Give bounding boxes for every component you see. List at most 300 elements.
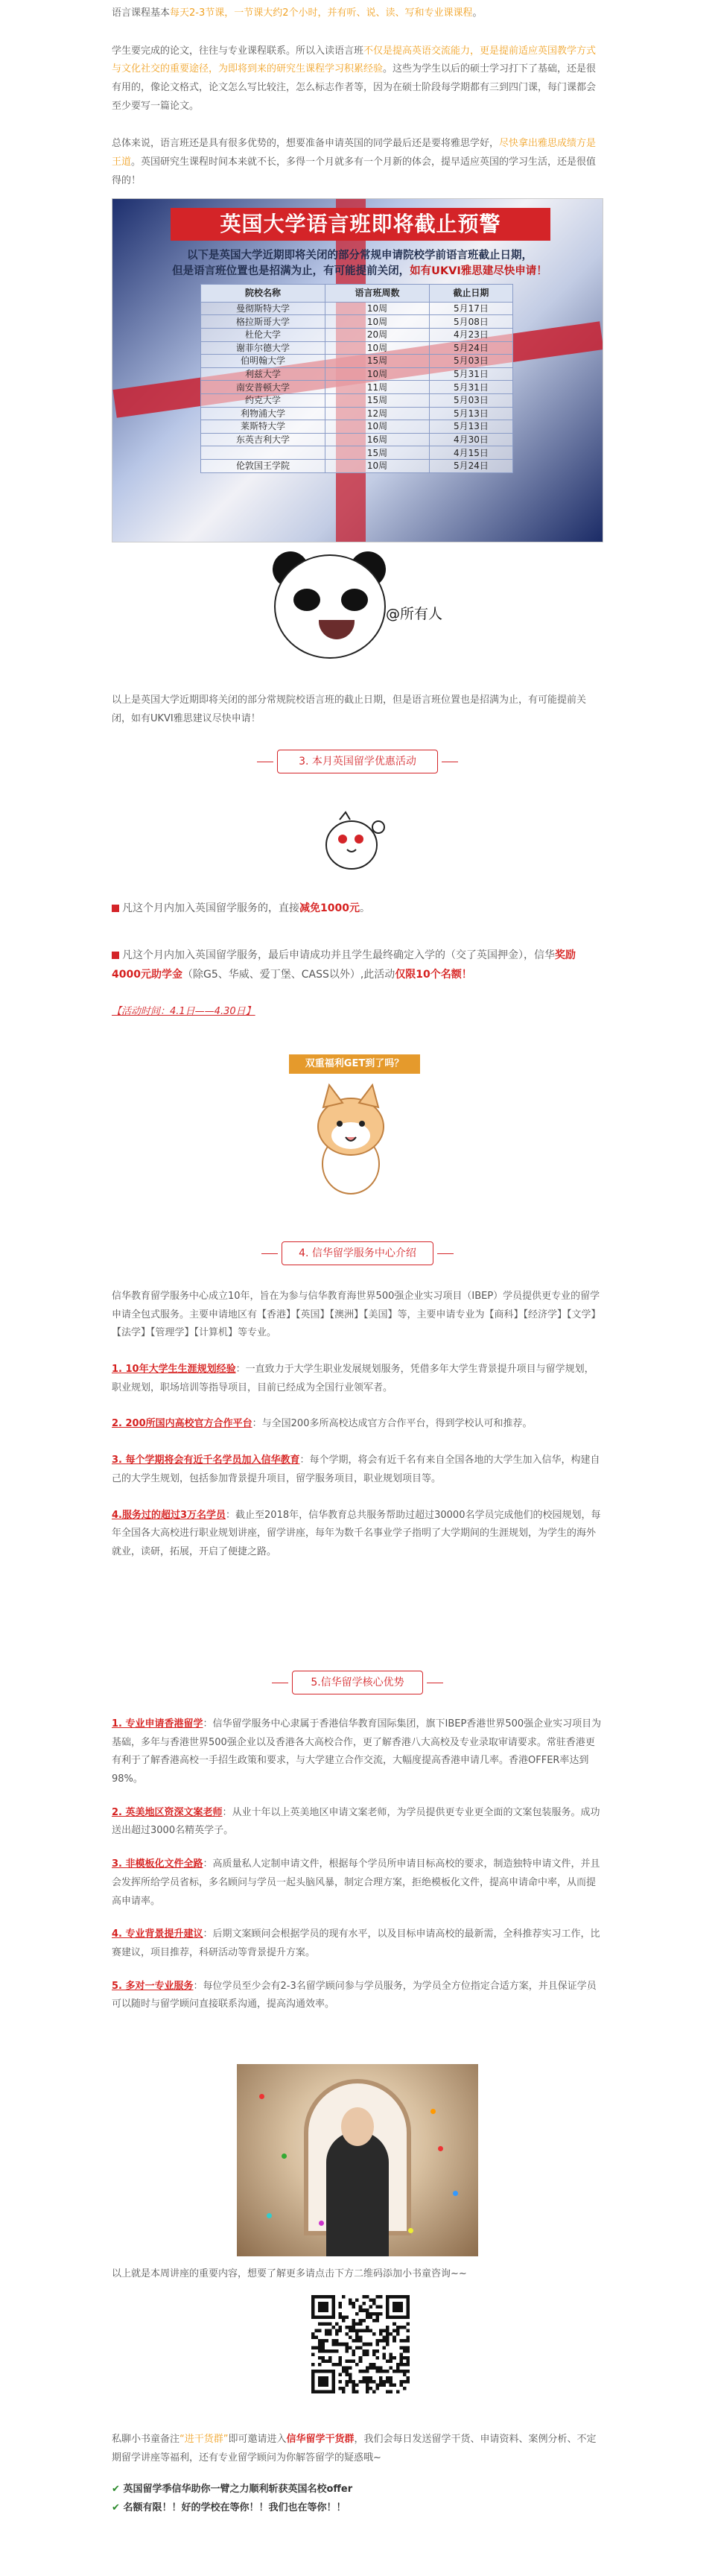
- cell-school: 伦敦国王学院: [201, 459, 325, 472]
- cell-deadline: 5月13日: [429, 420, 512, 434]
- qr-module: [322, 2349, 325, 2353]
- deadline-table: [200, 284, 513, 473]
- intro-block: [112, 4, 603, 191]
- qr-module: [386, 2380, 390, 2384]
- table-row: [201, 367, 513, 381]
- qr-module: [372, 2302, 376, 2306]
- qr-module: [396, 2329, 400, 2333]
- qr-module: [328, 2356, 332, 2360]
- cell-deadline: 5月24日: [429, 459, 512, 472]
- cell-weeks: 11周: [325, 381, 430, 394]
- qr-module: [379, 2329, 383, 2333]
- qr-module: [359, 2319, 363, 2323]
- cell-school: 约克大学: [201, 393, 325, 407]
- qr-module: [359, 2346, 363, 2349]
- table-row: [201, 407, 513, 420]
- qr-module: [366, 2329, 369, 2333]
- qr-module: [390, 2332, 393, 2336]
- qr-module: [349, 2367, 352, 2370]
- qr-module: [403, 2363, 407, 2367]
- qr-module: [403, 2380, 407, 2384]
- language-course-deadline-poster: [112, 198, 603, 542]
- qr-module: [325, 2329, 328, 2333]
- qr-module: [318, 2346, 322, 2349]
- table-header-row: [201, 285, 513, 303]
- qr-module: [352, 2322, 356, 2326]
- qr-module: [328, 2349, 332, 2353]
- qr-module: [399, 2352, 403, 2356]
- promo-line-1: 凡这个月内加入英国留学服务的，直接减免1000元。: [112, 899, 603, 919]
- qr-module: [355, 2299, 359, 2303]
- qr-module: [355, 2336, 359, 2340]
- qr-module: [379, 2380, 383, 2384]
- cell-deadline: 5月17日: [429, 302, 512, 315]
- qr-module: [383, 2336, 387, 2340]
- qr-module: [396, 2390, 400, 2393]
- qr-module: [342, 2370, 346, 2373]
- qr-module: [338, 2315, 342, 2319]
- confetti-dot: [438, 2146, 443, 2151]
- confetti-dot: [319, 2221, 324, 2226]
- qr-module: [359, 2370, 363, 2373]
- qr-module: [375, 2370, 379, 2373]
- qr-code[interactable]: [308, 2292, 413, 2396]
- qr-module: [403, 2339, 407, 2343]
- qr-module: [311, 2352, 315, 2356]
- qr-module: [399, 2383, 403, 2387]
- qr-module: [386, 2326, 390, 2329]
- qr-module: [352, 2306, 356, 2309]
- table-row: [201, 302, 513, 315]
- qr-module: [346, 2315, 349, 2319]
- cell-weeks: 10周: [325, 420, 430, 434]
- qr-module: [386, 2332, 390, 2336]
- qr-module: [318, 2356, 322, 2360]
- cell-deadline: 5月03日: [429, 355, 512, 368]
- qr-module: [375, 2343, 379, 2346]
- qr-module: [318, 2376, 328, 2387]
- confetti-dot: [259, 2094, 264, 2099]
- qr-module: [338, 2326, 342, 2329]
- qr-module: [311, 2346, 315, 2349]
- qr-module: [318, 2329, 322, 2333]
- photo-head: [341, 2107, 374, 2146]
- confetti-dot: [408, 2228, 413, 2233]
- qr-module: [383, 2370, 387, 2373]
- qr-module: [372, 2319, 376, 2323]
- qr-module: [352, 2326, 356, 2329]
- qr-module: [362, 2370, 366, 2373]
- qr-module: [349, 2326, 352, 2329]
- qr-module: [369, 2376, 372, 2380]
- qr-module: [352, 2349, 356, 2353]
- cell-school: 利兹大学: [201, 367, 325, 381]
- qr-module: [366, 2326, 369, 2329]
- qr-module: [366, 2376, 369, 2380]
- cell-weeks: 10周: [325, 341, 430, 355]
- qr-module: [311, 2363, 315, 2367]
- qr-module: [372, 2299, 376, 2303]
- cell-deadline: 4月23日: [429, 328, 512, 341]
- qr-module: [375, 2387, 379, 2390]
- qr-module: [366, 2390, 369, 2393]
- qr-module: [352, 2302, 356, 2306]
- qr-module: [342, 2319, 346, 2323]
- qr-module: [406, 2356, 410, 2360]
- qr-module: [386, 2359, 390, 2363]
- qr-module: [366, 2308, 369, 2312]
- qr-module: [338, 2387, 342, 2390]
- qr-module: [372, 2312, 376, 2316]
- table-row: [201, 315, 513, 329]
- qr-module: [318, 2363, 322, 2367]
- check-icon: ✔: [112, 2502, 120, 2514]
- mention-all-tag: @所有人: [386, 606, 443, 622]
- qr-module: [311, 2336, 315, 2340]
- qr-module: [362, 2295, 366, 2299]
- qr-module: [366, 2295, 369, 2299]
- qr-module: [375, 2339, 379, 2343]
- qr-module: [393, 2356, 396, 2360]
- qr-module: [403, 2326, 407, 2329]
- qr-module: [396, 2326, 400, 2329]
- qr-module: [322, 2346, 325, 2349]
- qr-module: [406, 2370, 410, 2373]
- advantage-1: 1. 专业申请香港留学：信华留学服务中心隶属于香港信华教育国际集团，旗下IBEP香港世界500强企业实习项目为基础，多年与香港世界500强企业以及香港各大高校合作，更了解香港八大高校及专业录取审请要求。常驻香港更有利于了解香港高校一手招生政策和要求，与大学建立合作交流，大幅度提高香港申请几率。香港OFFER率达到98%。: [112, 1718, 602, 1785]
- qr-module: [379, 2376, 383, 2380]
- feature-4: 4.服务过的超过3万名学员：截止至2018年，信华教育总共服务帮助过超过30000名学员完成他们的校园规划，每年全国各大高校进行职业规划讲座，留学讲座，每年为数千名事业学子指明了大学期间的生涯规划，为学生的海外就业，读研，拓展，开启了便捷之路。: [112, 1509, 601, 1557]
- cell-school: 格拉斯哥大学: [201, 315, 325, 329]
- cell-weeks: 10周: [325, 302, 430, 315]
- qr-module: [359, 2359, 363, 2363]
- bird-sticker: [313, 797, 395, 879]
- qr-module: [366, 2349, 369, 2353]
- qr-module: [338, 2380, 342, 2384]
- qr-module: [399, 2363, 403, 2367]
- qr-module: [369, 2380, 372, 2384]
- qr-module: [372, 2363, 376, 2367]
- qr-module: [379, 2306, 383, 2309]
- table-row: [201, 381, 513, 394]
- advantage-3: 3. 非模板化文件全路：高质量私人定制申请文件，根据每个学员所申请目标高校的要求，制造独特申请文件，并且会发挥所给学员省标，多名顾问与学员一起头脑风暴，制定合理方案，拒绝模板化文件，提高申请命中率，从而提高申请率。: [112, 1858, 600, 1907]
- qr-module: [352, 2380, 356, 2384]
- qr-module: [406, 2376, 410, 2380]
- qr-module: [386, 2343, 390, 2346]
- qr-module: [342, 2367, 346, 2370]
- poster-subtitle: [144, 248, 576, 279]
- qr-module: [349, 2380, 352, 2384]
- qr-module: [390, 2356, 393, 2360]
- qr-module: [369, 2329, 372, 2333]
- qr-module: [352, 2390, 356, 2393]
- confetti-dot: [430, 2109, 436, 2114]
- qr-module: [375, 2356, 379, 2360]
- qr-module: [355, 2339, 359, 2343]
- qr-module: [352, 2319, 356, 2323]
- qr-module: [359, 2329, 363, 2333]
- qr-module: [359, 2380, 363, 2384]
- qr-module: [328, 2359, 332, 2363]
- qr-module: [362, 2308, 366, 2312]
- qr-module: [403, 2349, 407, 2353]
- qr-module: [346, 2359, 349, 2363]
- after-photo-paragraph: 以上就是本周讲座的重要内容，想要了解更多请点击下方二维码添加小书童咨询~~: [112, 2268, 467, 2279]
- qr-module: [359, 2322, 363, 2326]
- qr-module: [403, 2373, 407, 2377]
- qr-module: [346, 2343, 349, 2346]
- qr-module: [318, 2302, 328, 2312]
- qr-module: [362, 2343, 366, 2346]
- qr-module: [331, 2349, 335, 2353]
- qr-module: [399, 2346, 403, 2349]
- qr-module: [406, 2339, 410, 2343]
- qr-module: [399, 2326, 403, 2329]
- table-row: [201, 446, 513, 460]
- promo-block: [112, 899, 603, 1021]
- qr-module: [369, 2315, 372, 2319]
- intro-p1: 语言课程基本每天2-3节课，一节课大约2个小时，并有听、说、读、写和专业课课程。: [112, 7, 483, 19]
- qr-module: [335, 2329, 339, 2333]
- qr-module: [355, 2312, 359, 2316]
- qr-module: [403, 2346, 407, 2349]
- qr-module: [379, 2295, 383, 2299]
- qr-module: [366, 2315, 369, 2319]
- qr-module: [406, 2329, 410, 2333]
- table-row: [201, 355, 513, 368]
- qr-module: [383, 2352, 387, 2356]
- qr-module: [359, 2336, 363, 2340]
- qr-module: [355, 2390, 359, 2393]
- qr-module: [406, 2322, 410, 2326]
- qr-module: [390, 2367, 393, 2370]
- cell-school: 杜伦大学: [201, 328, 325, 341]
- cell-deadline: 4月15日: [429, 446, 512, 460]
- qr-module: [383, 2380, 387, 2384]
- qr-module: [349, 2302, 352, 2306]
- qr-module: [318, 2343, 322, 2346]
- confetti-dot: [282, 2153, 287, 2159]
- qr-module: [375, 2383, 379, 2387]
- qr-module: [338, 2329, 342, 2333]
- qr-module: [386, 2336, 390, 2340]
- advantages-block: [112, 1715, 603, 2014]
- qr-module: [338, 2373, 342, 2377]
- table-row: [201, 341, 513, 355]
- qr-module: [383, 2383, 387, 2387]
- qr-module: [352, 2339, 356, 2343]
- cell-school: 谢菲尔德大学: [201, 341, 325, 355]
- table-row: [201, 459, 513, 472]
- qr-module: [369, 2306, 372, 2309]
- cell-deadline: 5月24日: [429, 341, 512, 355]
- double-benefit-banner: 双重福利GET到了吗？: [289, 1054, 420, 1074]
- cell-deadline: 5月13日: [429, 407, 512, 420]
- qr-module: [335, 2343, 339, 2346]
- qr-module: [406, 2349, 410, 2353]
- promo-line-2: 凡这个月内加入英国留学服务，最后申请成功并且学生最终确定入学的（交了英国押金），信华奖励4000元助学金（除G5、华威、爱丁堡、CASS以外）,此活动仅限10个名额！: [112, 949, 576, 981]
- cell-weeks: 10周: [325, 367, 430, 381]
- confetti-dot: [267, 2213, 272, 2218]
- qr-module: [386, 2390, 390, 2393]
- feature-2: 2. 200所国内高校官方合作平台：与全国200多所高校达成官方合作平台，得到学校认可和推荐。: [112, 1418, 533, 1430]
- qr-module: [338, 2343, 342, 2346]
- qr-module: [375, 2315, 379, 2319]
- qr-module: [375, 2295, 379, 2299]
- qr-module: [393, 2383, 396, 2387]
- cell-weeks: 16周: [325, 433, 430, 446]
- activity-time: 【活动时间：4.1日——4.30日】: [112, 1005, 255, 1017]
- qr-module: [406, 2359, 410, 2363]
- qr-module: [390, 2383, 393, 2387]
- feature-3: 3. 每个学期将会有近千名学员加入信华教育：每个学期，将会有近千名有来自全国各地的大学生加入信华，构建自己的大学生规划，包括参加背景提升项目，留学服务项目，职业规划项目等。: [112, 1455, 600, 1484]
- qr-module: [325, 2349, 328, 2353]
- qr-module: [369, 2343, 372, 2346]
- qr-module: [362, 2376, 366, 2380]
- qr-module: [366, 2367, 369, 2370]
- qr-module: [379, 2312, 383, 2316]
- qr-module: [386, 2376, 390, 2380]
- qr-module: [379, 2339, 383, 2343]
- qr-module: [386, 2339, 390, 2343]
- qr-module: [396, 2367, 400, 2370]
- qr-module: [372, 2367, 376, 2370]
- qr-module: [359, 2306, 363, 2309]
- cell-deadline: 5月31日: [429, 381, 512, 394]
- qr-module: [383, 2329, 387, 2333]
- section-header-advantages: 5.信华留学核心优势: [292, 1671, 423, 1694]
- qr-module: [325, 2359, 328, 2363]
- final-paragraph: 私聊小书童备注“进干货群”即可邀请进入信华留学干货群，我们会每日发送留学干货、申请资料、案例分析、不定期留学讲座等福利，还有专业留学顾问为你解答留学的疑惑哦~: [112, 2434, 597, 2463]
- qr-module: [406, 2346, 410, 2349]
- qr-module: [403, 2356, 407, 2360]
- qr-module: [406, 2380, 410, 2384]
- qr-module: [349, 2359, 352, 2363]
- qr-module: [393, 2336, 396, 2340]
- qr-module: [359, 2339, 363, 2343]
- qr-module: [335, 2339, 339, 2343]
- after-photo-text: [112, 2265, 603, 2284]
- qr-module: [338, 2306, 342, 2309]
- qr-module: [349, 2299, 352, 2303]
- qr-module: [352, 2329, 356, 2333]
- intro-p3: 总体来说，语言班还是具有很多优势的，想要准备申请英国的同学最后还是要将雅思学好，尽快拿出雅思成绩方是王道。英国研究生课程时间本来就不长，多得一个月就多有一个月新的体会，提早适应英国的学习生活，还是很值得的！: [112, 138, 597, 186]
- qr-module: [315, 2336, 319, 2340]
- qr-module: [372, 2352, 376, 2356]
- qr-module: [393, 2370, 396, 2373]
- qr-module: [352, 2352, 356, 2356]
- qr-module: [349, 2329, 352, 2333]
- qr-module: [406, 2336, 410, 2340]
- qr-module: [383, 2356, 387, 2360]
- section-header-promo: 3. 本月英国留学优惠活动: [277, 750, 438, 773]
- cell-weeks: 10周: [325, 459, 430, 472]
- qr-module: [379, 2332, 383, 2336]
- qr-module: [346, 2326, 349, 2329]
- qr-module: [396, 2370, 400, 2373]
- qr-module: [346, 2383, 349, 2387]
- qr-module: [390, 2359, 393, 2363]
- advantage-4: 4. 专业背景提升建议：后期文案顾问会根据学员的现有水平，以及目标申请高校的最新需，全科推荐实习工作，比赛建议，项目推荐，科研活动等背景提升方案。: [112, 1928, 600, 1958]
- qr-module: [349, 2373, 352, 2377]
- advantage-2: 2. 英美地区资深文案老师：从业十年以上英美地区申请文案老师，为学员提供更专业更全面的文案包装服务。成功送出超过3000名精英学子。: [112, 1806, 600, 1837]
- qr-module: [399, 2356, 403, 2360]
- qr-module: [390, 2380, 393, 2384]
- qr-module: [338, 2356, 342, 2360]
- after-table-text: [112, 692, 603, 728]
- panda-face: [274, 554, 386, 659]
- qr-module: [366, 2370, 369, 2373]
- qr-module: [335, 2322, 339, 2326]
- qr-module: [342, 2315, 346, 2319]
- qr-module: [349, 2346, 352, 2349]
- qr-module: [335, 2363, 339, 2367]
- qr-module: [349, 2376, 352, 2380]
- table-row: [201, 420, 513, 434]
- qr-module: [346, 2349, 349, 2353]
- qr-module: [328, 2332, 332, 2336]
- qr-module: [390, 2390, 393, 2393]
- qr-module: [328, 2322, 332, 2326]
- qr-module: [362, 2302, 366, 2306]
- check-icon: ✔: [112, 2484, 120, 2496]
- qr-module: [379, 2383, 383, 2387]
- qr-module: [390, 2376, 393, 2380]
- qr-module: [393, 2302, 403, 2312]
- qr-module: [393, 2339, 396, 2343]
- qr-module: [372, 2390, 376, 2393]
- qr-module: [322, 2322, 325, 2326]
- panda-eye: [293, 589, 320, 611]
- qr-module: [369, 2299, 372, 2303]
- panda-meme: [267, 550, 445, 663]
- col-header-deadline: 截止日期: [429, 285, 512, 303]
- check-line-2: ✔ 名额有限！！好的学校在等你！！我们也在等你！！: [112, 2502, 346, 2514]
- dog-sticker: [304, 1082, 398, 1198]
- qr-module: [399, 2380, 403, 2384]
- qr-module: [346, 2373, 349, 2377]
- poster-title: 英国大学语言班即将截止预警: [171, 208, 550, 241]
- qr-module: [369, 2387, 372, 2390]
- qr-module: [318, 2349, 322, 2353]
- qr-module: [338, 2363, 342, 2367]
- cell-school: 东英吉利大学: [201, 433, 325, 446]
- qr-module: [355, 2346, 359, 2349]
- cell-deadline: 4月30日: [429, 433, 512, 446]
- qr-module: [352, 2387, 356, 2390]
- qr-module: [362, 2349, 366, 2353]
- qr-module: [331, 2363, 335, 2367]
- qr-module: [325, 2339, 328, 2343]
- qr-module: [372, 2349, 376, 2353]
- qr-module: [355, 2329, 359, 2333]
- qr-module: [331, 2326, 335, 2329]
- feature-1: 1. 10年大学生生涯规划经验：一直致力于大学生职业发展规划服务，凭借多年大学生背景提升项目与留学规划，职业规划，职场培训等指导项目，目前已经成为全国行业领军者。: [112, 1364, 594, 1393]
- qr-module: [346, 2370, 349, 2373]
- qr-module: [355, 2363, 359, 2367]
- qr-module: [390, 2352, 393, 2356]
- qr-module: [393, 2329, 396, 2333]
- poster-subtitle-line1: 以下是英国大学近期即将关闭的部分常规申请院校学前语言班截止日期，: [187, 250, 533, 262]
- qr-module: [331, 2343, 335, 2346]
- final-block: [112, 2431, 603, 2518]
- cell-school: 曼彻斯特大学: [201, 302, 325, 315]
- qr-module: [325, 2332, 328, 2336]
- qr-module: [346, 2346, 349, 2349]
- qr-module: [352, 2383, 356, 2387]
- cell-school: 南安普顿大学: [201, 381, 325, 394]
- poster-subtitle-line2: 但是语言班位置也是招满为止，有可能提前关闭，如有UKVI雅思建尽快申请！: [172, 265, 547, 277]
- qr-module: [362, 2319, 366, 2323]
